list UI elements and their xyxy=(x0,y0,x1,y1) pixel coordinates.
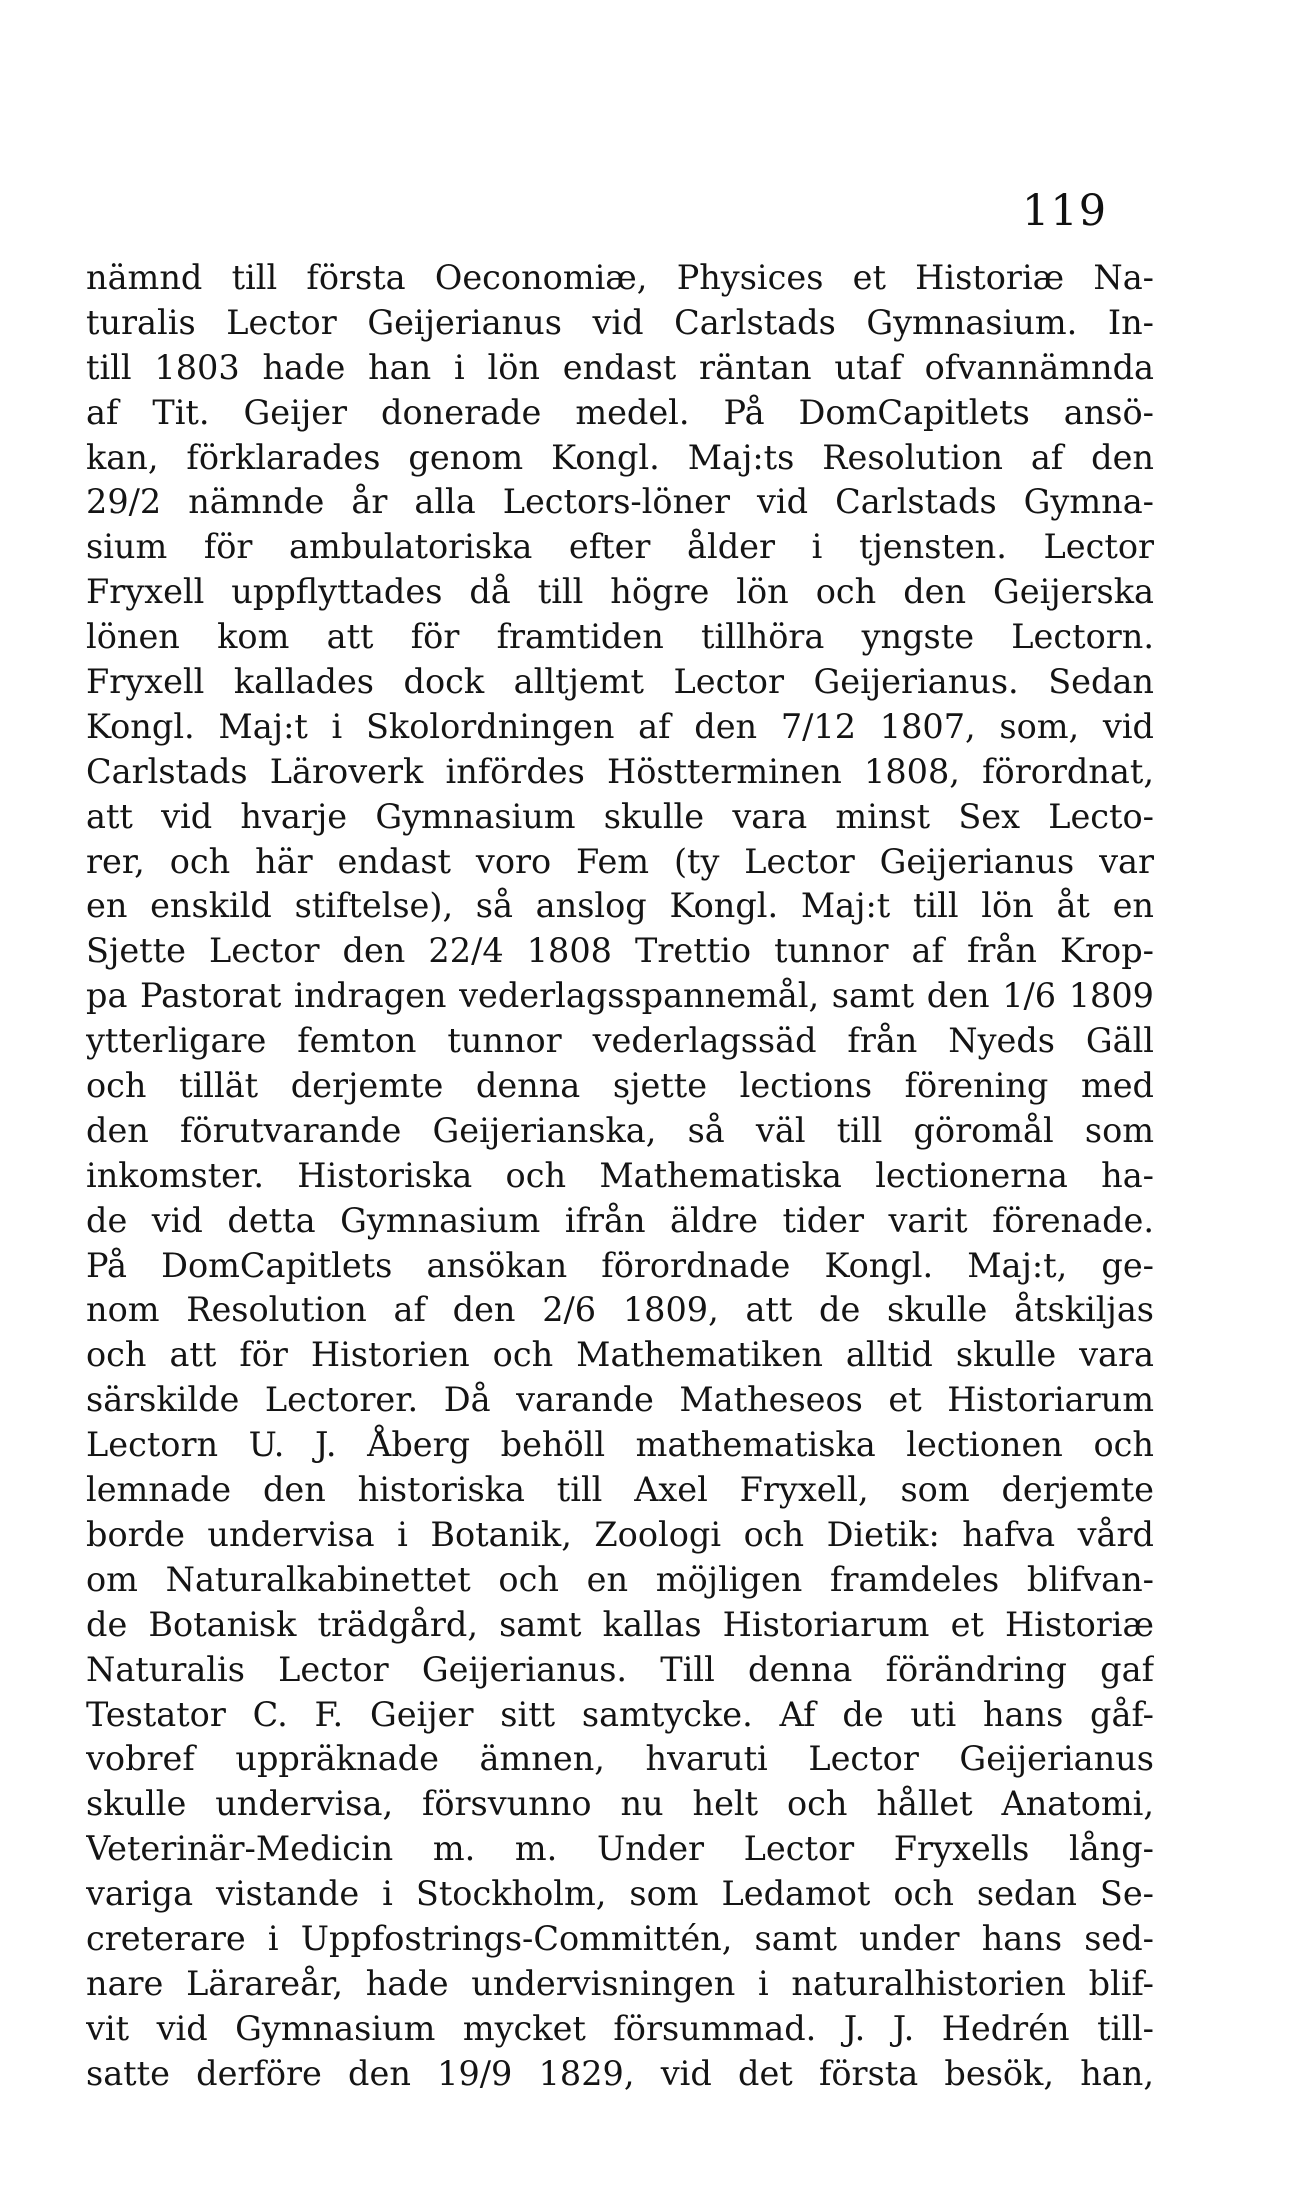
text-line: 29/2 nämnde år alla Lectors-löner vid Carlstads Gymna- xyxy=(86,482,1154,522)
text-line: På DomCapitlets ansökan förordnade Kongl. Maj:t, ge- xyxy=(86,1245,1154,1285)
text-line: och att för Historien och Mathematiken alltid skulle vara xyxy=(86,1335,1154,1375)
text-line: rer, och här endast voro Fem (ty Lector Geijerianus var xyxy=(86,841,1154,881)
text-line: nämnd till första Oeconomiæ, Physices et Historiæ Na- xyxy=(86,258,1154,297)
text-line: vit vid Gymnasium mycket försummad. J. J. Hedrén till- xyxy=(86,2008,1154,2048)
page-number: 119 xyxy=(1022,186,1108,236)
text-line: Veterinär-Medicin m. m. Under Lector Fryxells lång- xyxy=(86,1829,1154,1869)
text-line: Naturalis Lector Geijerianus. Till denna förändring gaf xyxy=(86,1649,1154,1689)
text-line: kan, förklarades genom Kongl. Maj:ts Resolution af den xyxy=(86,437,1154,477)
text-line: Fryxell uppflyttades då till högre lön och den Geijerska xyxy=(86,572,1154,612)
text-line: de vid detta Gymnasium ifrån äldre tider varit förenade. xyxy=(86,1200,1154,1240)
text-line: om Naturalkabinettet och en möjligen framdeles blifvan- xyxy=(86,1559,1154,1599)
text-line: ytterligare femton tunnor vederlagssäd från Nyeds Gäll xyxy=(86,1021,1154,1061)
text-line: satte derföre den 19/9 1829, vid det första besök, han, xyxy=(86,2053,1154,2093)
text-line: creterare i Uppfostrings-Committén, samt under hans sed- xyxy=(86,1918,1154,1958)
text-line: borde undervisa i Botanik, Zoologi och Dietik: hafva vård xyxy=(86,1514,1154,1554)
text-line: och tillät derjemte denna sjette lections förening med xyxy=(86,1066,1154,1106)
text-line: Sjette Lector den 22/4 1808 Trettio tunnor af från Krop- xyxy=(86,931,1154,971)
body-text xyxy=(86,256,1154,2097)
text-line: särskilde Lectorer. Då varande Matheseos et Historiarum xyxy=(86,1380,1154,1420)
text-line: lönen kom att för framtiden tillhöra yngste Lectorn. xyxy=(86,617,1154,657)
text-line: Kongl. Maj:t i Skolordningen af den 7/12 1807, som, vid xyxy=(86,706,1154,746)
text-line: till 1803 hade han i lön endast räntan utaf ofvannämnda xyxy=(86,347,1154,387)
text-line: skulle undervisa, försvunno nu helt och hållet Anatomi, xyxy=(86,1784,1154,1824)
text-line: af Tit. Geijer donerade medel. På DomCapitlets ansö- xyxy=(86,392,1154,432)
text-line: lemnade den historiska till Axel Fryxell, som derjemte xyxy=(86,1470,1154,1510)
text-line: variga vistande i Stockholm, som Ledamot och sedan Se- xyxy=(86,1874,1154,1914)
text-line: vobref uppräknade ämnen, hvaruti Lector Geijerianus xyxy=(86,1739,1154,1779)
text-line: Testator C. F. Geijer sitt samtycke. Af de uti hans gåf- xyxy=(86,1694,1154,1734)
text-line: sium för ambulatoriska efter ålder i tjensten. Lector xyxy=(86,527,1154,567)
text-line: Fryxell kallades dock alltjemt Lector Geijerianus. Sedan xyxy=(86,662,1154,702)
text-line: Carlstads Läroverk infördes Höstterminen 1808, förordnat, xyxy=(86,751,1154,791)
text-line: inkomster. Historiska och Mathematiska lectionerna ha- xyxy=(86,1155,1154,1195)
text-line: den förutvarande Geijerianska, så väl till göromål som xyxy=(86,1110,1154,1150)
text-line: Lectorn U. J. Åberg behöll mathematiska lectionen och xyxy=(86,1425,1154,1465)
text-line: nare Lärareår, hade undervisningen i naturalhistorien blif- xyxy=(86,1963,1154,2003)
text-line: en enskild stiftelse), så anslog Kongl. Maj:t till lön åt en xyxy=(86,886,1154,926)
text-line: att vid hvarje Gymnasium skulle vara minst Sex Lecto- xyxy=(86,796,1154,836)
text-line: pa Pastorat indragen vederlagsspannemål, samt den 1/6 1809 xyxy=(86,976,1154,1016)
text-line: nom Resolution af den 2/6 1809, att de skulle åtskiljas xyxy=(86,1290,1154,1330)
text-line: turalis Lector Geijerianus vid Carlstads Gymnasium. In- xyxy=(86,302,1154,342)
text-line: de Botanisk trädgård, samt kallas Historiarum et Historiæ xyxy=(86,1604,1154,1644)
